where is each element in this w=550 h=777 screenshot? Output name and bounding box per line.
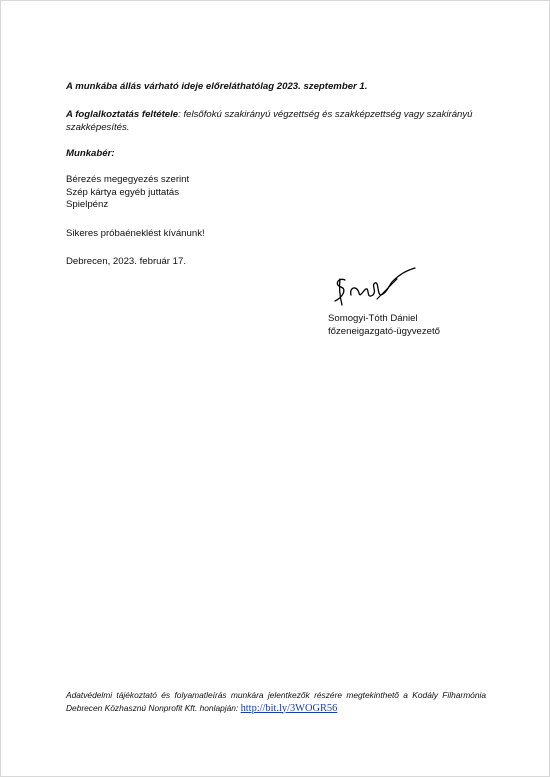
start-date-text: A munkába állás várható ideje előreláthatólag 2023. szeptember 1. <box>66 81 368 92</box>
start-date-line <box>66 81 496 94</box>
footer-text: Adatvédelmi tájékoztató és folyamatleírás munkára jelentkezők részére megtekinthető a Kodály Filharmónia Debrecen Közhasznú Nonprofit Kft. honlapján: <box>66 690 486 713</box>
condition-paragraph <box>66 109 496 134</box>
handwritten-signature <box>331 265 421 307</box>
date-place: Debrecen, 2023. február 17. <box>66 256 187 267</box>
salary-list <box>66 174 496 212</box>
salary-item: Spielpénz <box>66 199 109 210</box>
wish-text: Sikeres próbaéneklést kívánunk! <box>66 228 205 239</box>
signer-block <box>328 313 440 338</box>
salary-item: Szép kártya egyéb juttatás <box>66 186 180 198</box>
footer-link[interactable]: http://bit.ly/3WOGR56 <box>240 702 338 714</box>
signer-name: Somogyi-Tóth Dániel <box>328 313 418 324</box>
salary-heading: Munkabér: <box>66 148 115 159</box>
condition-text: felsőfokú szakirányú végzettség és szakképzettség vagy szakirányú szakképesítés. <box>66 109 473 133</box>
condition-separator: : <box>178 109 184 120</box>
condition-label: A foglalkoztatás feltétele <box>66 109 179 120</box>
footer-notice <box>66 689 486 715</box>
signer-title: főzeneigazgató-ügyvezető <box>328 325 441 337</box>
salary-item: Bérezés megegyezés szerint <box>66 174 190 185</box>
